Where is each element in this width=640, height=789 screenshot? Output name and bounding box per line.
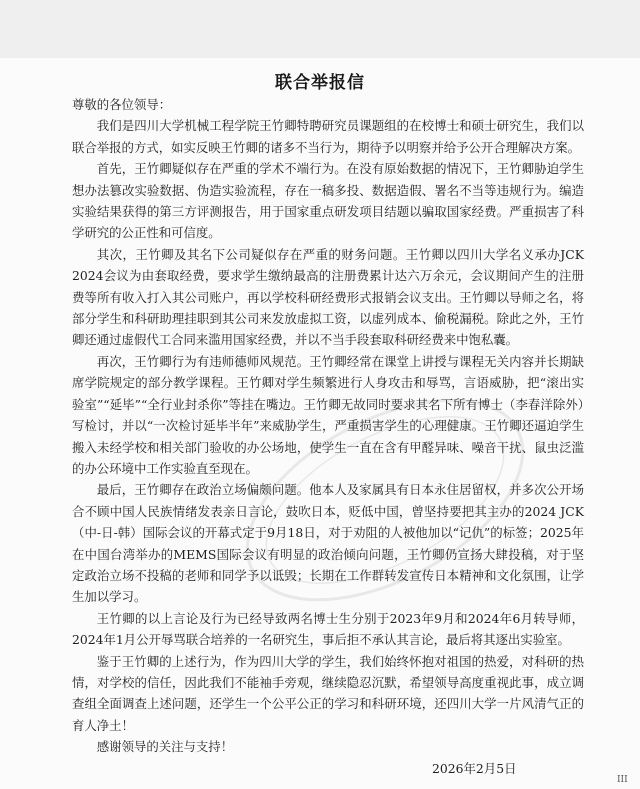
document-title: 联合举报信 [275,73,365,93]
paragraph-academic-misconduct: 首先，王竹卿疑似存在严重的学术不端行为。在没有原始数据的情况下，王竹卿胁迫学生想办法篡改实验数据、伪造实验流程，存在一稿多投、数据造假、署名不当等违规行为。编造实验结果获得的第三方评测报告，用于国家重点研发项目结题以骗取国家经费。严重损害了科学研究的公正性和可信度。 [72,161,584,241]
letter-body [72,94,584,758]
paragraph-political-stance: 最后，王竹卿存在政治立场偏颇问题。他本人及家属具有日本永住居留权，并多次公开场合不顾中国人民族情绪发表亲日言论，鼓吹日本，贬低中国，曾坚持要把其主办的2024 JCK（中-日-韩）国际会议的开幕式定于9月18日，对于劝阻的人被他加以“记仇”的标签；2025年在中国台湾举办的MEMS国际会议有明显的政治倾向问题，王竹卿仍宣扬大肆投稿，对于坚定政治立场不投稿的老师和同学予以诋毁；长期在工作群转发宣传日本精神和文化氛围，让学生加以学习。 [72,482,584,605]
paragraph-consequences: 王竹卿的以上言论及行为已经导致两名博士生分别于2023年9月和2024年6月转导师，2024年1月公开辱骂联合培养的一名研究生，事后拒不承认其言论，最后将其逐出实验室。 [72,610,584,648]
page-mark: III [617,775,628,785]
salutation: 尊敬的各位领导： [72,97,172,112]
paragraph-financial-issues: 其次，王竹卿及其名下公司疑似存在严重的财务问题。王竹卿以四川大学名义承办JCK 2024会议为由套取经费，要求学生缴纳最高的注册费累计达六万余元，会议期间产生的注册费等所有收入打入其公司账户，再以学校科研经费形式报销会议支出。王竹卿以导师之名，将部分学生和科研助理挂职到其公司来发放虚拟工资，以虚列成本、偷税漏税。除此之外，王竹卿还通过虚假代工合同来滥用国家经费，并以不当手段套取科研经费来中饱私囊。 [72,246,584,348]
paragraph-intro: 我们是四川大学机械工程学院王竹卿特聘研究员课题组的在校博士和硕士研究生，我们以联合举报的方式，如实反映王竹卿的诸多不当行为，期待予以明察并给予公开合理解决方案。 [72,118,584,155]
paragraph-request: 鉴于王竹卿的上述行为，作为四川大学的学生，我们始终怀抱对祖国的热爱，对科研的热情，对学校的信任，因此我们不能袖手旁观，继续隐忍沉默，希望领导高度重视此事，成立调查组全面调查上述问题，还学生一个公平公正的学习和科研环境，还四川大学一片风清气正的育人净土！ [72,653,584,733]
paragraph-ethics-violations: 再次，王竹卿行为有违师德师风规范。王竹卿经常在课堂上讲授与课程无关内容并长期缺席学院规定的部分教学课程。王竹卿对学生频繁进行人身攻击和辱骂，言语威胁，把“滚出实验室”“延毕”“全行业封杀你”等挂在嘴边。王竹卿无故同时要求其名下所有博士（李春洋除外）写检讨，并以“一次检讨延毕半年”来威胁学生，严重损害学生的心理健康。王竹卿还逼迫学生搬入未经学校和相关部门验收的办公场地，使学生一直在含有甲醛异味、噪音干扰、鼠虫泛滥的办公环境中工作实验直至现在。 [72,353,584,476]
page-top-shadow [0,0,640,58]
letter-date: 2026年2月5日 [432,761,517,776]
paragraph-thanks: 感谢领导的关注与支持！ [96,739,234,755]
